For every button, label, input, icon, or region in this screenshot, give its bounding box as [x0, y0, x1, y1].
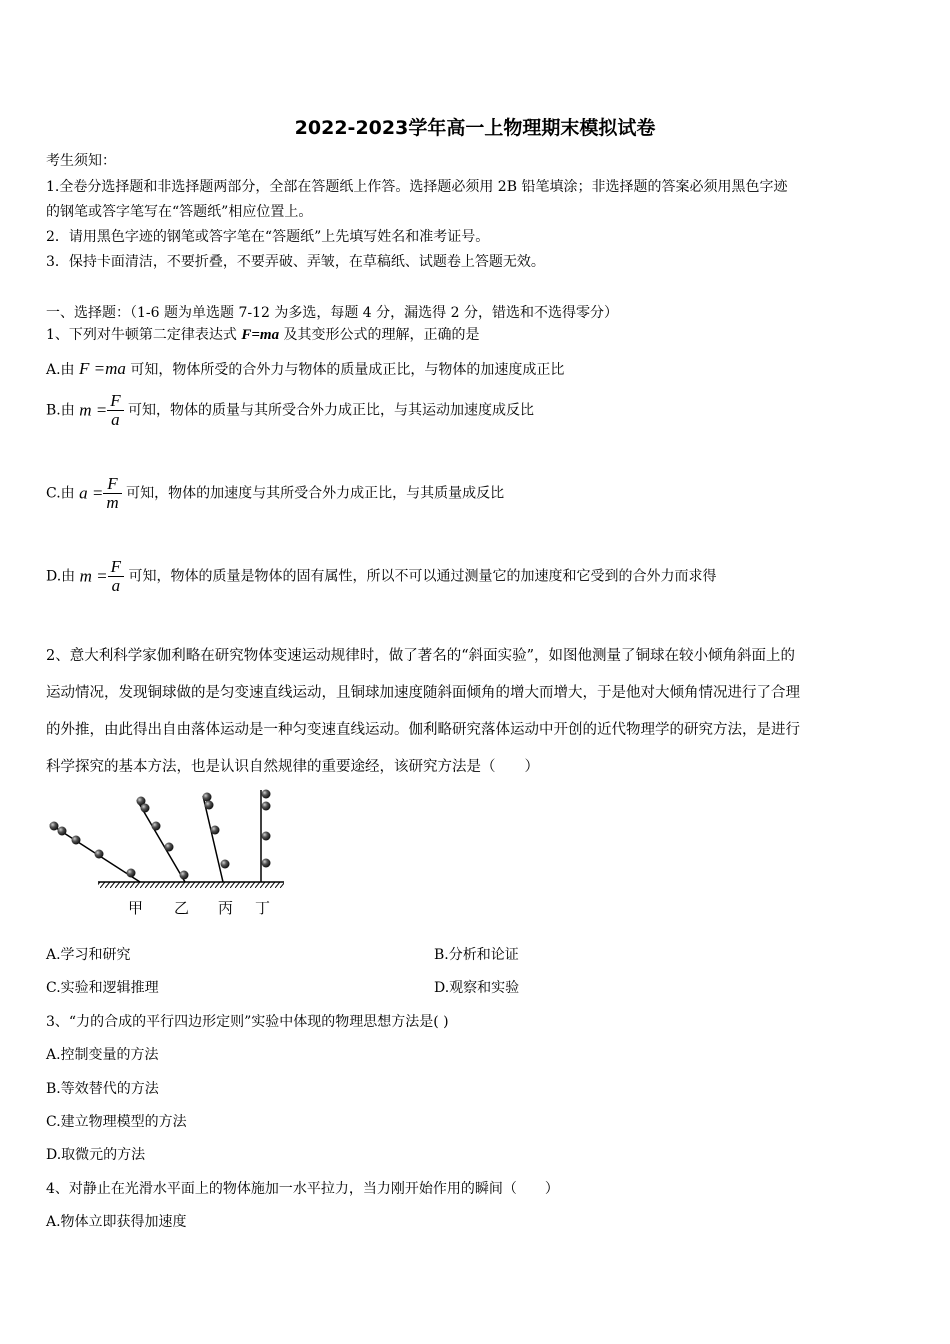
- q2-option-d[interactable]: D.观察和实验: [434, 980, 520, 996]
- q2-option-c[interactable]: C.实验和逻辑推理: [46, 980, 159, 996]
- figure-label-jia: 甲: [128, 899, 144, 917]
- q1-stem: [46, 326, 480, 344]
- q2-option-b[interactable]: B.分析和论证: [434, 947, 519, 963]
- notice-line-4: 3．保持卡面清洁，不要折叠，不要弄破、弄皱，在草稿纸、试题卷上答题无效。: [46, 254, 545, 270]
- q3-option-d[interactable]: D.取微元的方法: [46, 1147, 146, 1163]
- ball: [141, 804, 150, 813]
- option-b-fraction: [107, 392, 123, 429]
- fraction-numerator: F: [108, 558, 124, 577]
- ball: [262, 790, 271, 799]
- q1-option-a[interactable]: [46, 360, 564, 379]
- ball: [50, 822, 59, 831]
- notice-heading: 考生须知：: [46, 153, 116, 169]
- ball: [262, 802, 271, 811]
- page-title: 2022-2023学年高一上物理期末模拟试卷: [294, 117, 656, 139]
- notice-line-2: 的钢笔或答字笔写在“答题纸”相应位置上。: [46, 204, 313, 220]
- ball: [221, 860, 230, 869]
- section-heading: 一、选择题：（1-6 题为单选题 7-12 为多选，每题 4 分，漏选得 2 分，错选和不选得零分）: [46, 305, 618, 321]
- q2-line-1: 2、意大利科学家伽利略在研究物体变速运动规律时，做了著名的“斜面实验”，如图他测量了铜球在较小倾角斜面上的: [46, 648, 796, 664]
- q2-line-2: 运动情况，发现铜球做的是匀变速直线运动，且铜球加速度随斜面倾角的增大而增大，于是他对大倾角情况进行了合理: [46, 685, 800, 701]
- ball: [203, 793, 212, 802]
- incline-bing: [203, 796, 223, 882]
- fraction-numerator: F: [103, 475, 121, 494]
- notice-line-3: 2．请用黑色字迹的钢笔或答字笔在“答题纸”上先填写姓名和准考证号。: [46, 229, 490, 245]
- fraction-numerator: F: [107, 392, 123, 411]
- option-b-text: 可知，物体的质量与其所受合外力成正比，与其运动加速度成反比: [123, 402, 535, 419]
- figure-label-yi: 乙: [174, 899, 190, 917]
- q3-option-c[interactable]: C.建立物理模型的方法: [46, 1114, 187, 1130]
- option-d-label: D.由: [46, 568, 80, 585]
- ball: [152, 822, 161, 831]
- ball: [72, 836, 81, 845]
- ball: [95, 850, 104, 859]
- q3-stem: 3、“力的合成的平行四边形定则”实验中体现的物理思想方法是( ): [46, 1014, 449, 1030]
- figure-label-bing: 丙: [218, 899, 234, 917]
- ball: [205, 801, 214, 810]
- q1-option-b[interactable]: [46, 392, 534, 429]
- q4-option-a[interactable]: A.物体立即获得加速度: [46, 1214, 187, 1230]
- q1-option-c[interactable]: [46, 475, 504, 512]
- option-a-formula: F =ma: [79, 359, 126, 378]
- q3-option-a[interactable]: A.控制变量的方法: [46, 1047, 159, 1063]
- q1-option-d[interactable]: [46, 558, 716, 595]
- q3-option-b[interactable]: B.等效替代的方法: [46, 1081, 159, 1097]
- ball: [262, 859, 271, 868]
- option-c-lhs: a =: [79, 483, 104, 503]
- ball: [180, 871, 189, 880]
- q1-stem-text: 1、下列对牛顿第二定律表达式: [46, 327, 242, 343]
- ball: [262, 832, 271, 841]
- option-c-fraction: [103, 475, 121, 512]
- ball: [211, 826, 220, 835]
- fraction-denominator: a: [111, 576, 121, 595]
- option-c-label: C.由: [46, 485, 80, 502]
- q2-line-4: 科学探究的基本方法，也是认识自然规律的重要途经，该研究方法是（ ）: [46, 759, 539, 775]
- fraction-denominator: m: [106, 493, 119, 512]
- option-c-text: 可知，物体的加速度与其所受合外力成正比，与其质量成反比: [121, 485, 505, 502]
- option-b-lhs: m =: [79, 400, 108, 420]
- figure-label-ding: 丁: [255, 899, 271, 917]
- option-b-label: B.由: [46, 402, 80, 419]
- q4-stem: 4、对静止在光滑水平面上的物体施加一水平拉力，当力刚开始作用的瞬间（ ）: [46, 1181, 559, 1197]
- option-a-label: A.由: [46, 362, 80, 378]
- ball: [58, 827, 67, 836]
- fraction-denominator: a: [111, 410, 120, 429]
- option-d-fraction: [108, 558, 124, 595]
- option-d-text: 可知，物体的质量是物体的固有属性，所以不可以通过测量它的加速度和它受到的合外力而求得: [124, 568, 717, 585]
- q1-stem-text-end: 及其变形公式的理解，正确的是: [279, 327, 480, 343]
- option-d-lhs: m =: [79, 566, 108, 586]
- q2-option-a[interactable]: A.学习和研究: [46, 947, 131, 963]
- ball: [165, 843, 174, 852]
- notice-line-1: 1.全卷分选择题和非选择题两部分，全部在答题纸上作答。选择题必须用 2B 铅笔填涂；非选择题的答案必须用黑色字迹: [46, 179, 788, 195]
- ground-hatch: [98, 882, 284, 888]
- q2-line-3: 的外推，由此得出自由落体运动是一种匀变速直线运动。伽利略研究落体运动中开创的近代物理学的研究方法，是进行: [46, 722, 800, 738]
- q1-stem-formula: F=ma: [241, 327, 280, 343]
- ball: [127, 869, 136, 878]
- option-a-text: 可知，物体所受的合外力与物体的质量成正比，与物体的加速度成正比: [125, 362, 565, 378]
